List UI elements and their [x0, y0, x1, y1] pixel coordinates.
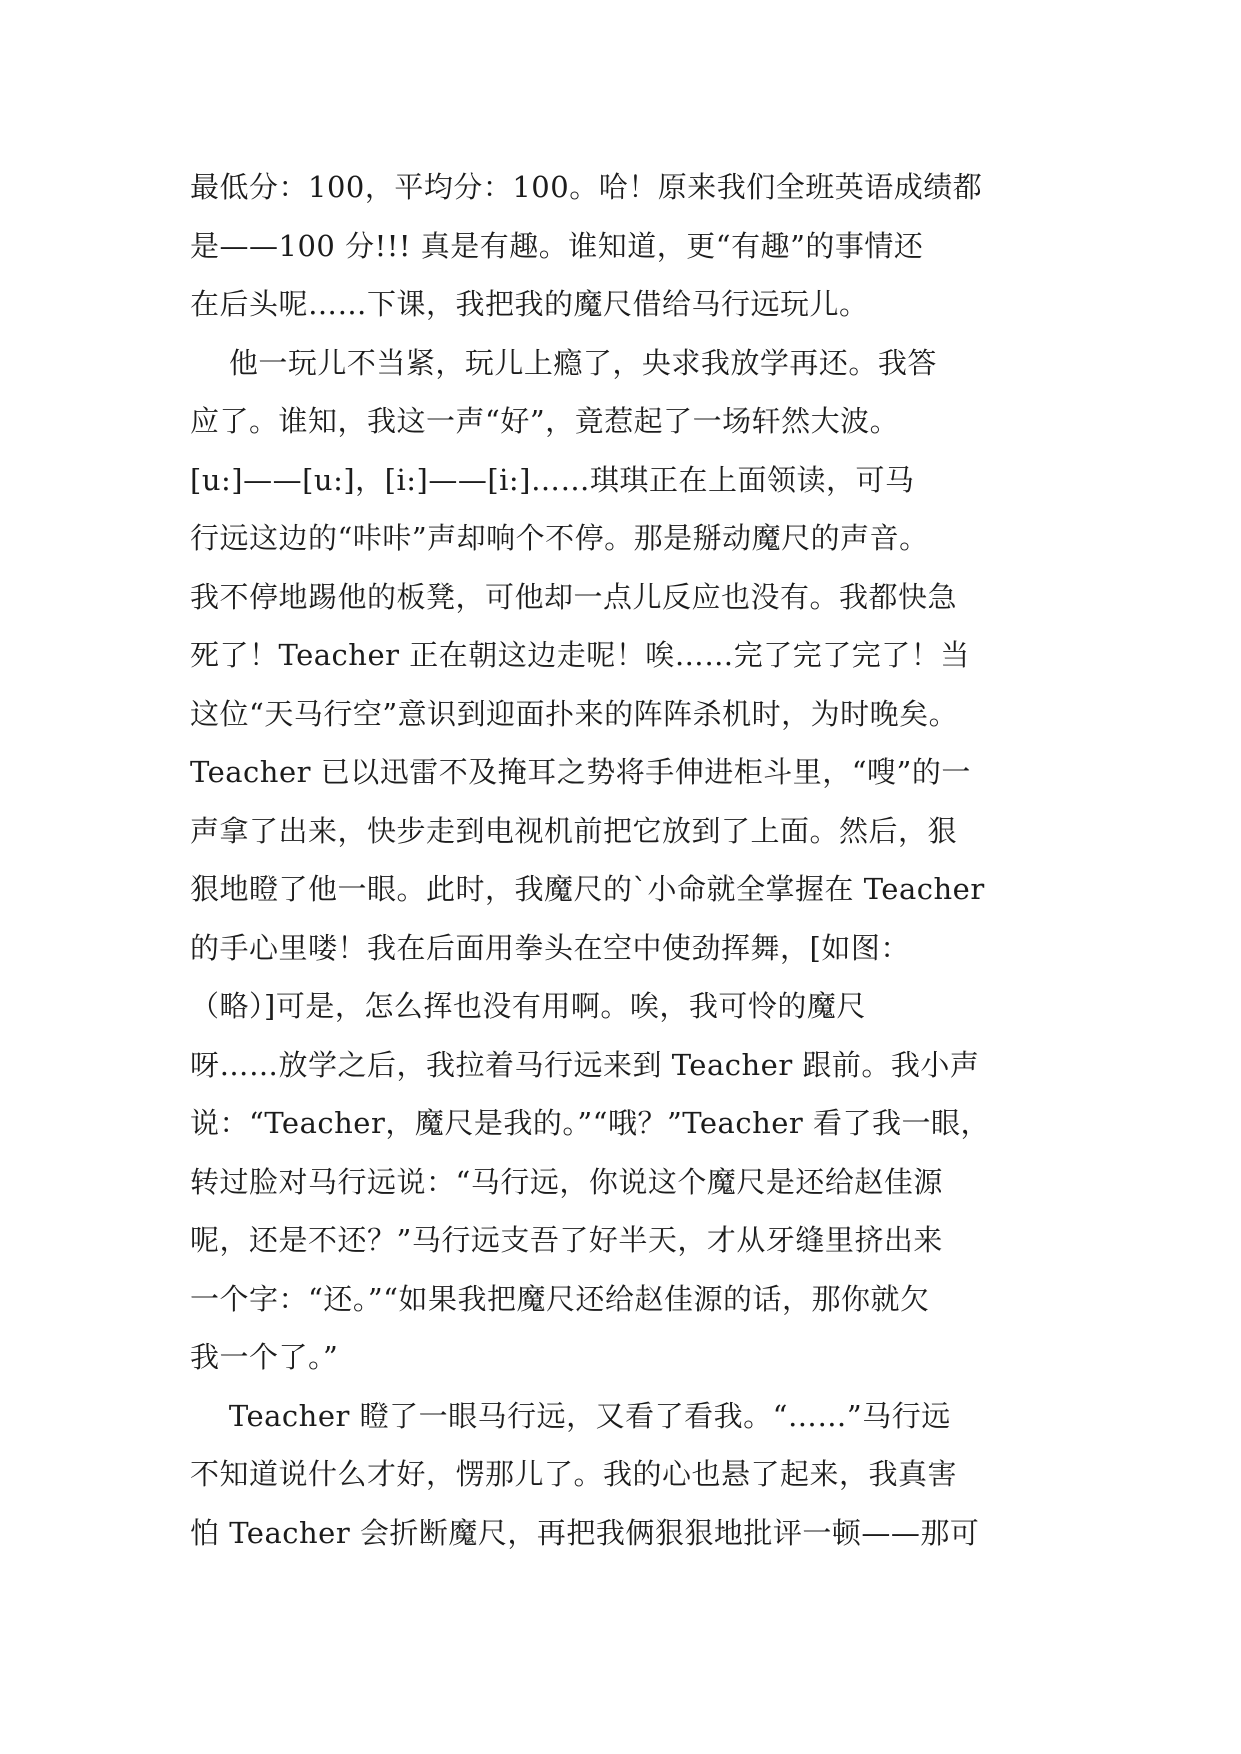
text-line: 死了！Teacher 正在朝这边走呢！唉……完了完了完了！当: [190, 638, 970, 672]
text-line: 说：“Teacher，魔尺是我的。”“哦？”Teacher 看了我一眼，: [190, 1106, 990, 1140]
text-line: 一个字：“还。”“如果我把魔尺还给赵佳源的话，那你就欠: [190, 1281, 930, 1316]
text-line: （略）]可是，怎么挥也没有用啊。唉，我可怜的魔尺: [190, 989, 866, 1023]
text-line: Teacher 已以迅雷不及掩耳之势将手伸进柜斗里，“嗖”的一: [190, 755, 971, 789]
text-line: 最低分：100，平均分：100。哈！原来我们全班英语成绩都: [190, 170, 983, 204]
text-line: 转过脸对马行远说：“马行远，你说这个魔尺是还给赵佳源: [190, 1164, 943, 1199]
text-line: 不知道说什么才好，愣那儿了。我的心也悬了起来，我真害: [190, 1457, 958, 1491]
text-line: 这位“天马行空”意识到迎面扑来的阵阵杀机时，为时晚矣。: [190, 696, 959, 731]
text-line: 声拿了出来，快步走到电视机前把它放到了上面。然后，狠: [190, 813, 958, 848]
text-line: 狠地瞪了他一眼。此时，我魔尺的`小命就全掌握在 Teacher: [190, 872, 985, 906]
text-line: [u:]——[u:]，[i:]——[i:]……琪琪正在上面领读，可马: [190, 462, 915, 497]
text-line: 的手心里喽！我在后面用拳头在空中使劲挥舞，[如图：: [190, 930, 910, 965]
text-line: 行远这边的“咔咔”声却响个不停。那是掰动魔尺的声音。: [190, 521, 929, 555]
text-line: 是——100 分!!! 真是有趣。谁知道，更“有趣”的事情还: [190, 228, 924, 263]
text-line: 应了。谁知，我这一声“好”，竟惹起了一场轩然大波。: [190, 404, 900, 438]
body-text: [190, 158, 1060, 1562]
text-line: 呀……放学之后，我拉着马行远来到 Teacher 跟前。我小声: [190, 1047, 980, 1082]
text-line: 呢，还是不还？”马行远支吾了好半天，才从牙缝里挤出来: [190, 1223, 943, 1257]
text-line: 怕 Teacher 会折断魔尺，再把我俩狠狠地批评一顿——那可: [190, 1515, 980, 1550]
text-line: Teacher 瞪了一眼马行远，又看了看我。“……”马行远: [190, 1398, 951, 1433]
text-line: 我不停地踢他的板凳，可他却一点儿反应也没有。我都快急: [190, 579, 958, 614]
text-line: 他一玩儿不当紧，玩儿上瘾了，央求我放学再还。我答: [190, 345, 937, 380]
text-line: 在后头呢……下课，我把我的魔尺借给马行远玩儿。: [190, 287, 869, 321]
text-line: 我一个了。”: [190, 1340, 339, 1374]
